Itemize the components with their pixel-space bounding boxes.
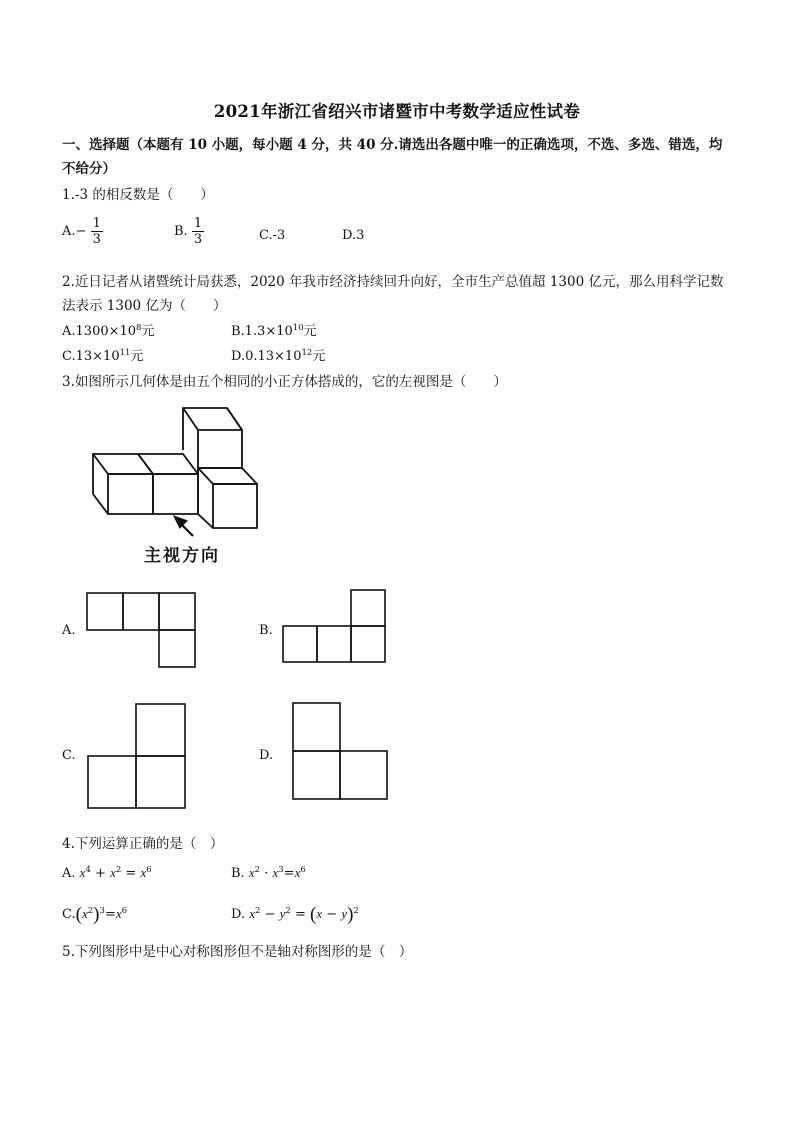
minus: − (264, 907, 276, 922)
paren-right: ) (93, 904, 100, 925)
exponent: 2 (255, 906, 261, 916)
numerator: 1 (193, 216, 203, 231)
var-x: x (79, 865, 86, 880)
q1-option-b (174, 216, 204, 247)
exponent: 12 (301, 348, 313, 358)
minus: − (326, 907, 338, 922)
equals: = (283, 866, 295, 881)
cube-edge (183, 408, 242, 430)
cube-face (153, 474, 198, 514)
exponent: 8 (136, 323, 142, 333)
section-heading-cont: 不给分） (62, 161, 116, 177)
unit: 元 (303, 324, 317, 339)
var-x: x (110, 865, 116, 880)
exponent: 2 (87, 906, 94, 916)
paren-left: ( (310, 904, 317, 925)
dot: · (264, 866, 269, 881)
denominator: 3 (92, 232, 101, 247)
fraction (192, 216, 204, 247)
page-title: 2021年浙江省绍兴市诸暨市中考数学适应性试卷 (213, 102, 581, 121)
option-text: B.1.3×10 (231, 324, 293, 339)
option-label: B. (231, 866, 245, 881)
view-direction-label: 主视方向 (144, 546, 220, 566)
q2-option-b (231, 320, 317, 339)
exponent: 6 (121, 906, 128, 916)
q2-option-a (62, 320, 154, 339)
question-2-stem: 2.近日记者从诸暨统计局获悉，2020 年我市经济持续回升向好，全市生产总值超 1300 亿元，那么用科学记数 (62, 274, 724, 290)
var-x: x (140, 865, 147, 880)
q3-option-c-label: C. (62, 748, 76, 763)
q4-option-c (62, 904, 127, 926)
exponent: 11 (119, 348, 131, 358)
q1-option-d: D.3 (342, 228, 365, 243)
equals: = (125, 866, 137, 881)
exponent: 4 (85, 865, 91, 875)
equals: = (104, 907, 116, 922)
q4-option-b (231, 865, 306, 881)
option-text: D.0.13×10 (231, 349, 302, 364)
exponent: 2 (285, 906, 291, 916)
var-x: x (316, 906, 323, 921)
option-label: C. (62, 907, 76, 922)
q3-option-a-figure (86, 592, 196, 670)
q1-option-a (62, 216, 103, 247)
cube-edge (227, 408, 242, 430)
equals: = (294, 907, 306, 922)
question-1-stem: 1.-3 的相反数是（ ） (62, 187, 214, 203)
fraction (91, 216, 103, 247)
exponent: 3 (278, 865, 284, 875)
question-3-stem: 3.如图所示几何体是由五个相同的小正方体搭成的，它的左视图是（ ） (62, 374, 507, 390)
var-x: x (294, 865, 301, 880)
cube-face (108, 474, 153, 514)
var-x: x (81, 906, 88, 921)
exponent: 6 (146, 865, 152, 875)
unit: 元 (130, 349, 144, 364)
q4-option-d (231, 904, 359, 926)
q2-option-c (62, 345, 143, 364)
q1-option-c: C.-3 (259, 228, 286, 243)
question-2-stem-cont: 法表示 1300 亿为（ ） (62, 298, 227, 314)
var-x: x (249, 906, 256, 921)
option-text: A.1300×10 (62, 324, 137, 339)
paren-left: ( (75, 904, 82, 925)
cube-face (213, 484, 257, 528)
question-5-stem: 5.下列图形中是中心对称图形但不是轴对称图形的是（ ） (62, 944, 413, 960)
option-label: A. (62, 224, 76, 239)
cube-face (198, 430, 242, 468)
cube-top-face (138, 454, 198, 474)
option-label: B. (174, 224, 188, 239)
q2-option-d (231, 345, 325, 364)
exponent: 2 (115, 865, 122, 875)
unit: 元 (312, 349, 326, 364)
question-4-stem: 4.下列运算正确的是（ ） (62, 836, 224, 852)
q3-option-b-figure (282, 589, 388, 665)
exponent: 3 (99, 906, 105, 916)
var-x: x (115, 906, 122, 921)
q3-option-a-label: A. (62, 623, 76, 638)
minus-sign: − (75, 224, 87, 239)
q3-option-b-label: B. (259, 623, 273, 638)
cube-top-face (198, 468, 257, 484)
option-text: C.13×10 (62, 349, 120, 364)
option-label: A. (62, 866, 76, 881)
exponent: 10 (292, 323, 304, 333)
exponent: 2 (254, 865, 261, 875)
q3-option-d-label: D. (259, 748, 274, 763)
q3-option-c-figure (87, 703, 189, 811)
plus: + (95, 866, 106, 881)
var-x: x (248, 865, 255, 880)
option-label: D. (231, 907, 246, 922)
paren-right: ) (347, 904, 354, 925)
var-x: x (272, 865, 279, 880)
cube-edge (93, 494, 108, 514)
exponent: 2 (353, 906, 359, 916)
section-heading: 一、选择题（本题有 10 小题，每小题 4 分，共 40 分.请选出各题中唯一的正确选项，不选、多选、错选，均 (62, 137, 723, 153)
q3-option-d-figure (292, 702, 390, 802)
unit: 元 (141, 324, 155, 339)
arrow-head (175, 517, 186, 527)
var-y: y (279, 906, 286, 921)
numerator: 1 (92, 216, 101, 231)
denominator: 3 (193, 232, 203, 247)
q4-option-a (62, 865, 152, 881)
cube-top-face (93, 454, 153, 474)
cube-edge (198, 514, 213, 528)
var-y: y (341, 906, 348, 921)
exponent: 6 (300, 865, 306, 875)
